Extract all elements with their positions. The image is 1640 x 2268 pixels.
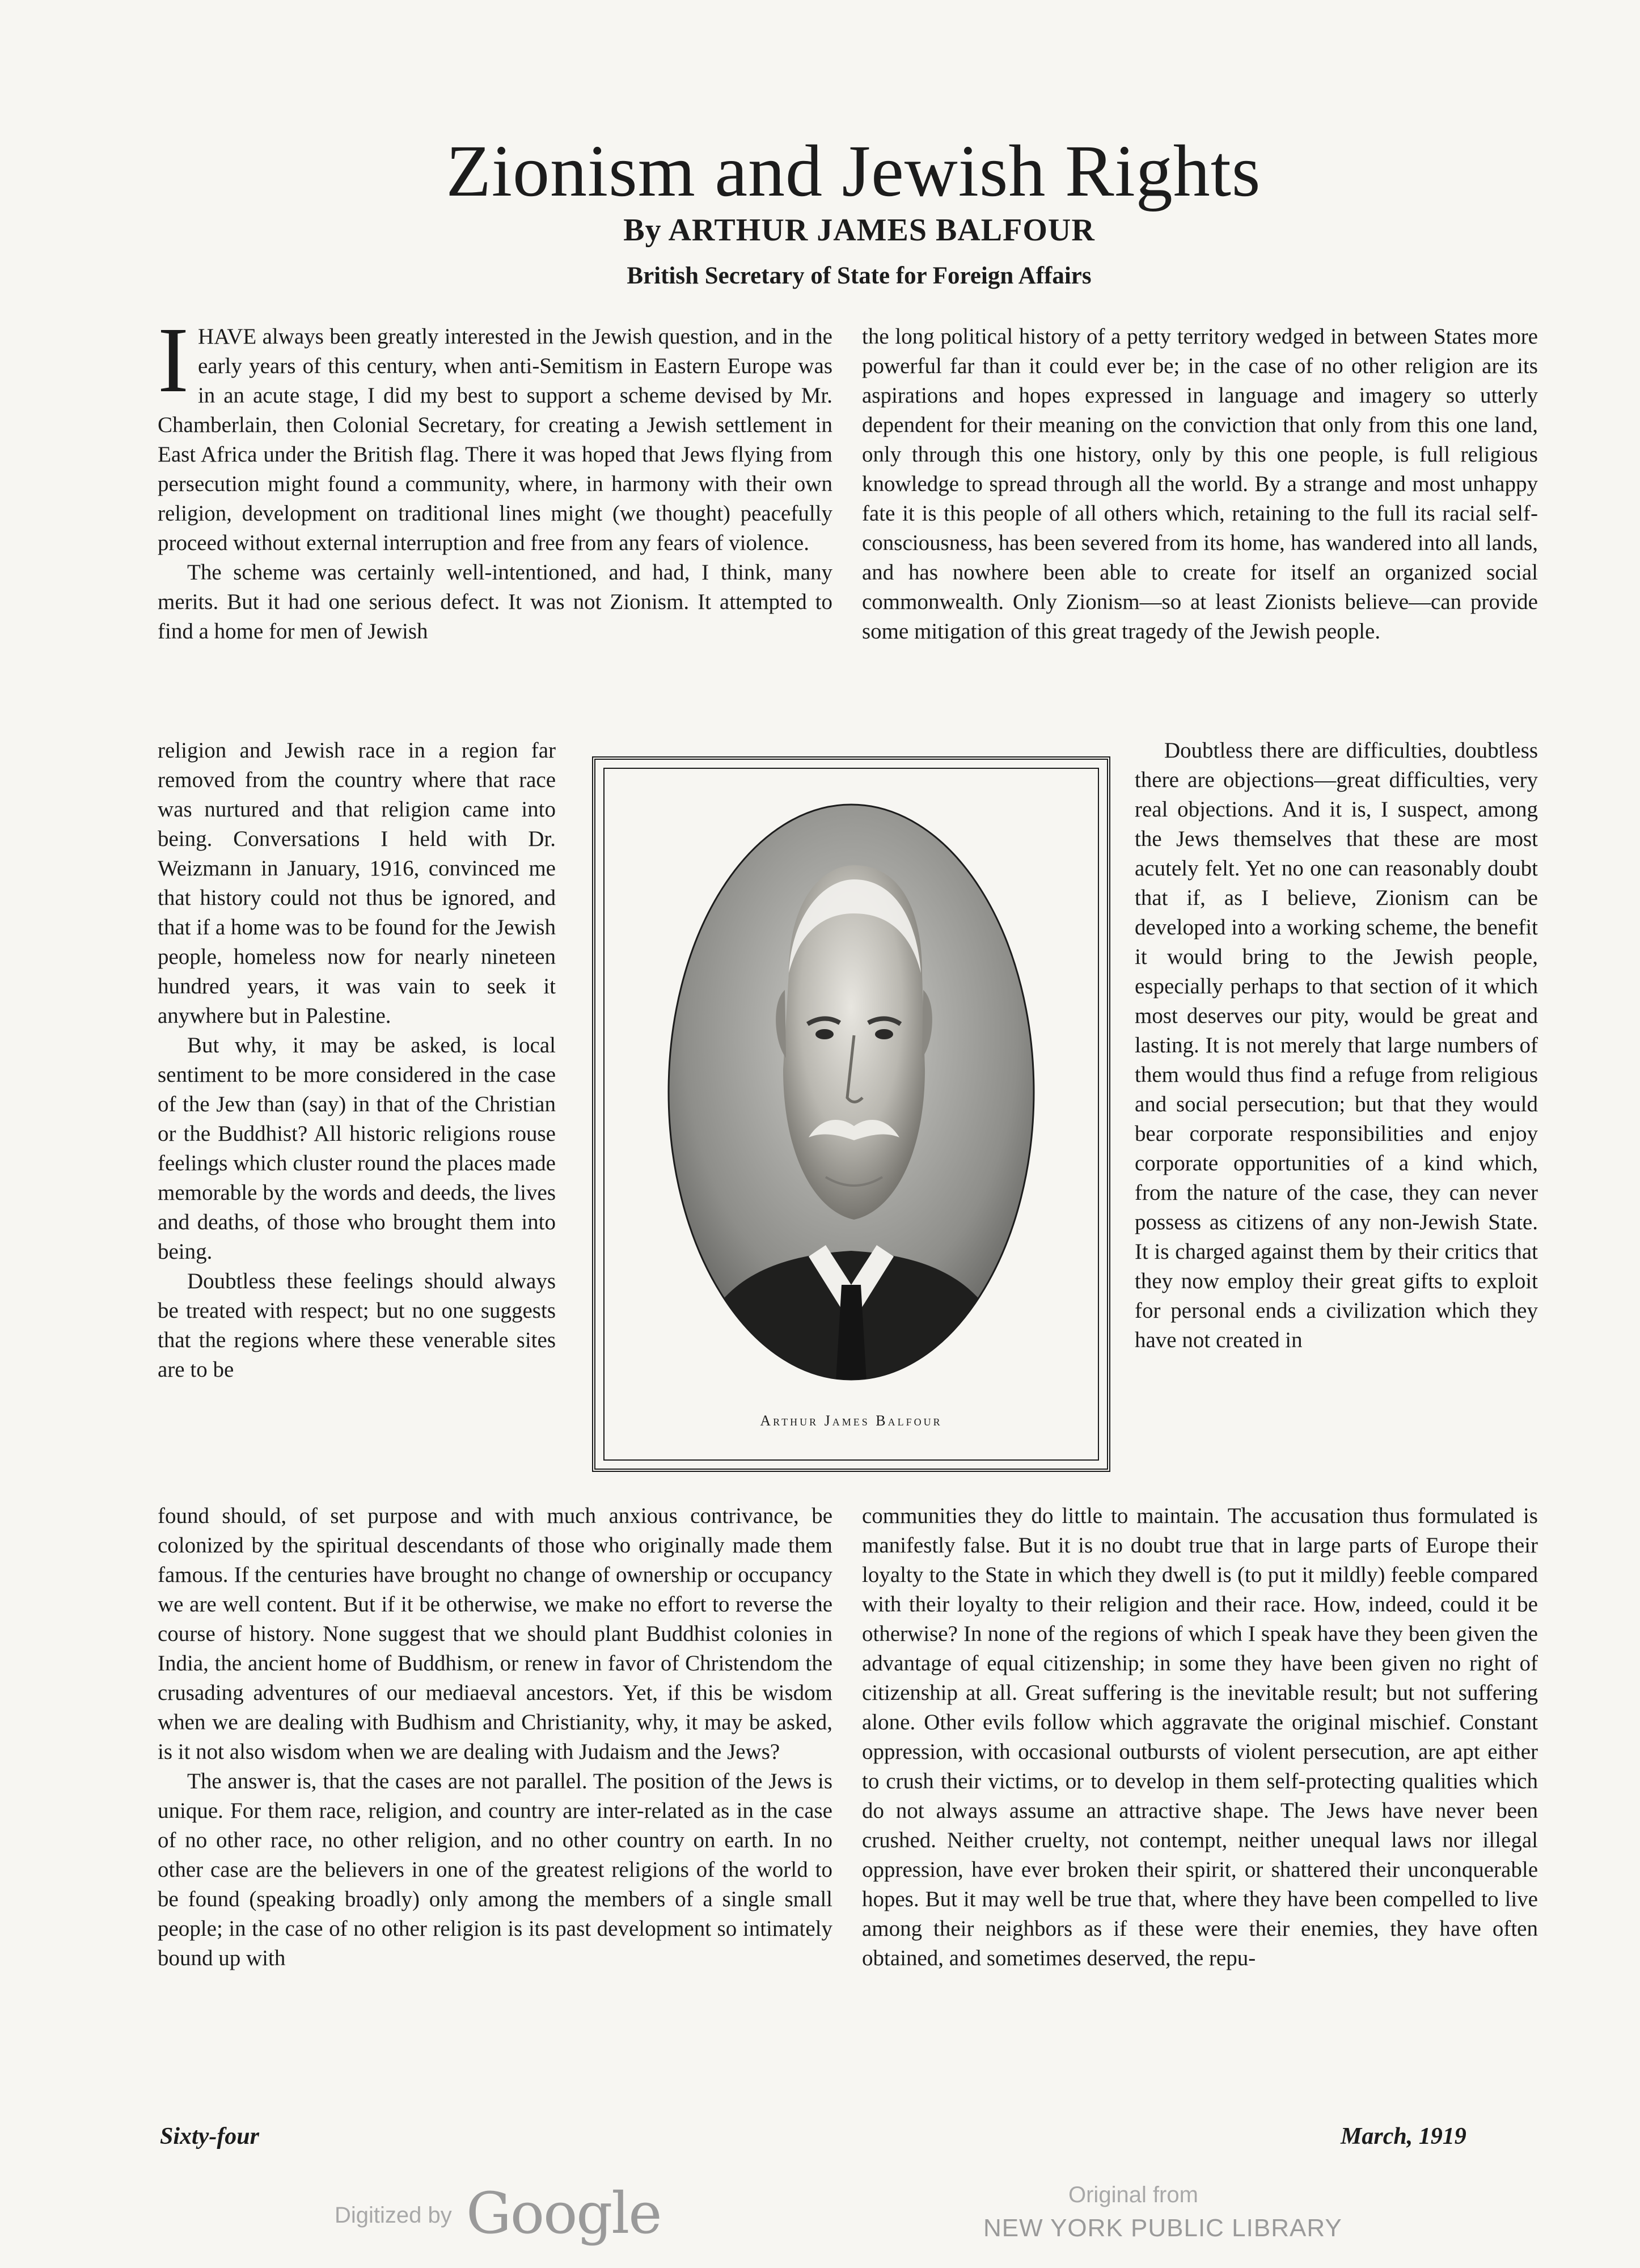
paragraph: HAVE always been greatly interested in the Jewish question, and in the early years of this century, when anti-Semitism in Eastern Europe was in an acute stage, I did my best to support a scheme devised by Mr. Chamberlain, then Colonial Secretary, for creating a Jewish settlement in East Africa under the British flag. There it was hoped that Jews flying from persecution might found a community, where, in harmony with their own religion, development on traditional lines might (we thought) peacefully proceed without external interruption and free from any fears of violence. [158,324,832,555]
google-logo: Google [466,2180,661,2246]
paragraph: Doubtless there are difficulties, doubtless there are objections—great difficulties, very real objections. And it is, I suspect, among the Jews themselves that these are most acutely felt. Yet no one can reasonably doubt that if, as I believe, Zionism can be developed into a working scheme, the benefit it would bring to the Jewish people, especially perhaps to that section of it which most deserves our pity, would be great and lasting. It is not merely that large numbers of them would thus find a refuge from religious and social persecution; but that they would bear corporate responsibilities and enjoy corporate opportunities of a kind which, from the nature of the case, they can never possess as citizens of any non-Jewish State. It is charged against them by their critics that they now employ their great gifts to exploit for personal ends a civilization which they have not created in [1135,738,1538,1352]
portrait-caption: Arthur James Balfour [760,1412,942,1429]
article-column-right-top [862,322,1538,736]
article-column-left-wrap [158,736,556,1499]
paragraph: communities they do little to maintain. The accusation thus formulated is manifestly false. But it is no doubt true that in large parts of Europe their loyalty to the State in which they dwell is (to put it mildly) feeble compared with their loyalty to their religion and their race. How, indeed, could it be otherwise? In none of the regions of which I speak have they been given the advantage of equal citizenship; in some they have been given no right of citizenship at all. Great suffering is the inevitable result; but not suffering alone. Other evils follow which aggravate the original mischief. Constant oppression, with occasional outbursts of violent persecution, are apt either to crush their victims, or to develop in them self-protecting qualities which do not always assume an attractive shape. The Jews have never been crushed. Neither cruelty, not contempt, neither unequal laws nor illegal oppression, have ever broken their spirit, or shattered their unconquerable hopes. But it may well be true that, where they have been compelled to live among their neighbors as if these were their enemies, they have often obtained, and sometimes deserved, the repu- [862,1504,1538,1970]
portrait-inner-border [603,768,1099,1461]
paragraph: the long political history of a petty territory wedged in between States more powerful far than it could ever be; in the case of no other religion are its aspirations and hopes expressed in language and imagery so utterly dependent for their meaning on the conviction that only from this one land, only through this one history, only by this one people, is full religious knowledge to spread through all the world. By a strange and most unhappy fate it is this people of all others which, retaining to the full its racial self-consciousness, has been severed from its home, has wandered into all lands, and has nowhere been able to create for itself an organized social commonwealth. Only Zionism—so at least Zionists believe—can provide some mitigation of this great tragedy of the Jewish people. [862,324,1538,644]
original-from-watermark: Original from [1068,2182,1198,2207]
digitized-by-watermark: Digitized by [335,2203,452,2228]
paragraph: But why, it may be asked, is local sentiment to be more considered in the case of the Jew than (say) in that of the Christian or the Buddhist? All historic religions rouse feelings which cluster round the places made memorable by the words and deeds, the lives and deaths, of those who brought them into being. [158,1033,556,1264]
paragraph: The answer is, that the cases are not parallel. The position of the Jews is unique. For them race, religion, and country are inter-related as in the case of no other race, no other religion, and no other country on earth. In no other case are the believers in one of the greatest religions of the world to be found (speaking broadly) only among the members of a single small people; in the case of no other religion is its past development so intimately bound up with [158,1769,832,1970]
author-office: British Secretary of State for Foreign Affairs [627,263,1092,289]
paragraph: religion and Jewish race in a region far removed from the country where that race was nurtured and that religion came into being. Conversations I held with Dr. Weizmann in January, 1916, convinced me that history could not thus be ignored, and that if a home was to be found for the Jewish people, homeless now for nearly nineteen hundred years, it was vain to seek it anywhere but in Palestine. [158,738,556,1028]
page-number: Sixty-four [160,2123,260,2149]
issue-date: March, 1919 [1341,2123,1466,2149]
paragraph: found should, of set purpose and with much anxious contrivance, be colonized by the spiritual descendants of those who originally made them famous. If the centuries have brought no change of ownership or occupancy we are well content. But if it be otherwise, we make no effort to reverse the course of history. None suggest that we should plant Buddhist colonies in India, the ancient home of Buddhism, or renew in favor of Christendom the crusading adventures of our mediaeval ancestors. Yet, if this be wisdom when we are dealing with Budhism and Christianity, why, it may be asked, is it not also wisdom when we are dealing with Judaism and the Jews? [158,1504,832,1764]
article-column-left-bottom [158,1501,832,2134]
portrait-photo [667,803,1035,1381]
portrait-frame [592,756,1110,1472]
article-column-left-top [158,322,832,723]
article-column-right-bottom [862,1501,1538,2134]
article-column-right-wrap [1135,736,1538,1499]
article-title: Zionism and Jewish Rights [446,130,1261,212]
paragraph: Doubtless these feelings should always be treated with respect; but no one suggests that the regions where these venerable sites are to be [158,1269,556,1382]
library-watermark: NEW YORK PUBLIC LIBRARY [983,2214,1342,2242]
drop-cap: I [158,322,189,412]
paragraph: The scheme was certainly well-intentioned, and had, I think, many merits. But it had one serious defect. It was not Zionism. It attempted to find a home for men of Jewish [158,560,832,644]
article-byline: By ARTHUR JAMES BALFOUR [623,213,1095,248]
